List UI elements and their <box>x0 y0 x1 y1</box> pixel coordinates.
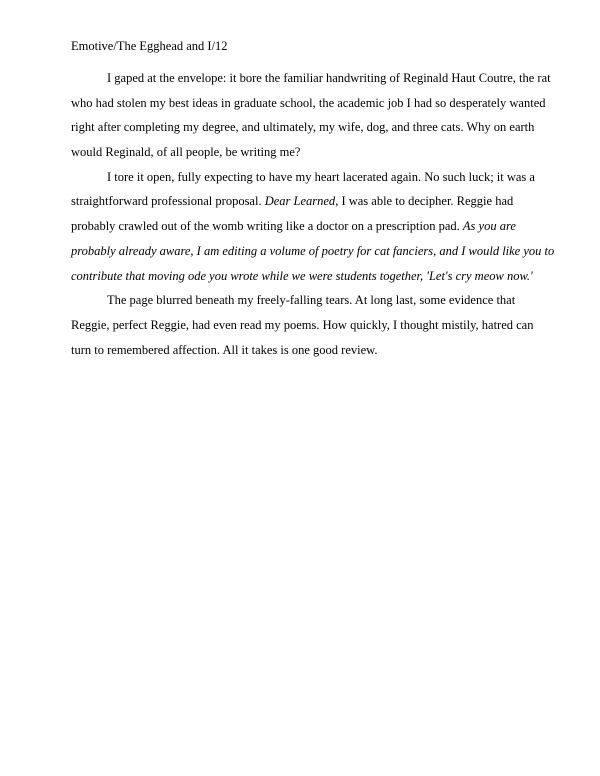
text-run: The page blurred beneath my freely-falling tears. At long last, some evidence that <box>107 293 516 308</box>
italic-text: Dear Learned <box>264 194 336 209</box>
text-line <box>71 91 546 116</box>
text-line <box>71 165 535 190</box>
text-run: turn to remembered affection. All it takes is one good review. <box>71 342 378 357</box>
text-run: who had stolen my best ideas in graduate school, the academic job I had so desperately wanted <box>71 95 546 110</box>
text-line <box>71 189 531 214</box>
text-run: I gaped at the envelope: it bore the familiar handwriting of Reginald Haut Coutre, the rat <box>107 71 551 85</box>
text-line <box>71 66 551 91</box>
body-text <box>71 66 555 362</box>
paragraph-2 <box>71 165 555 288</box>
text-run: straightforward professional proposal. <box>71 194 265 209</box>
text-line <box>71 140 531 165</box>
text-run: probably crawled out of the womb writing like a doctor on a prescription pad. <box>71 219 463 234</box>
paragraph-3 <box>71 288 534 362</box>
text-line <box>71 239 555 264</box>
text-line <box>71 264 531 289</box>
text-line <box>71 338 531 363</box>
text-run: right after completing my degree, and ultimately, my wife, dog, and three cats. Why on earth <box>71 120 535 135</box>
italic-text: contribute that moving ode you wrote while we were students together, 'Let's cry meow now.' <box>71 268 533 283</box>
text-line <box>71 313 534 338</box>
text-line <box>71 115 535 140</box>
italic-text: probably already aware, I am editing a volume of poetry for cat fanciers, and I would like you to <box>71 243 555 258</box>
text-run: Reggie, perfect Reggie, had even read my poems. How quickly, I thought mistily, hatred can <box>71 317 534 332</box>
running-head: Emotive/The Egghead and I/12 <box>71 39 228 53</box>
italic-text: As you are <box>462 219 516 234</box>
text-line <box>71 288 531 313</box>
text-line <box>71 214 531 239</box>
paragraph-1 <box>71 66 551 165</box>
text-run: , I was able to decipher. Reggie had <box>335 194 514 209</box>
text-run: would Reginald, of all people, be writing me? <box>71 145 301 160</box>
text-run: I tore it open, fully expecting to have my heart lacerated again. No such luck; it was a <box>107 169 535 184</box>
